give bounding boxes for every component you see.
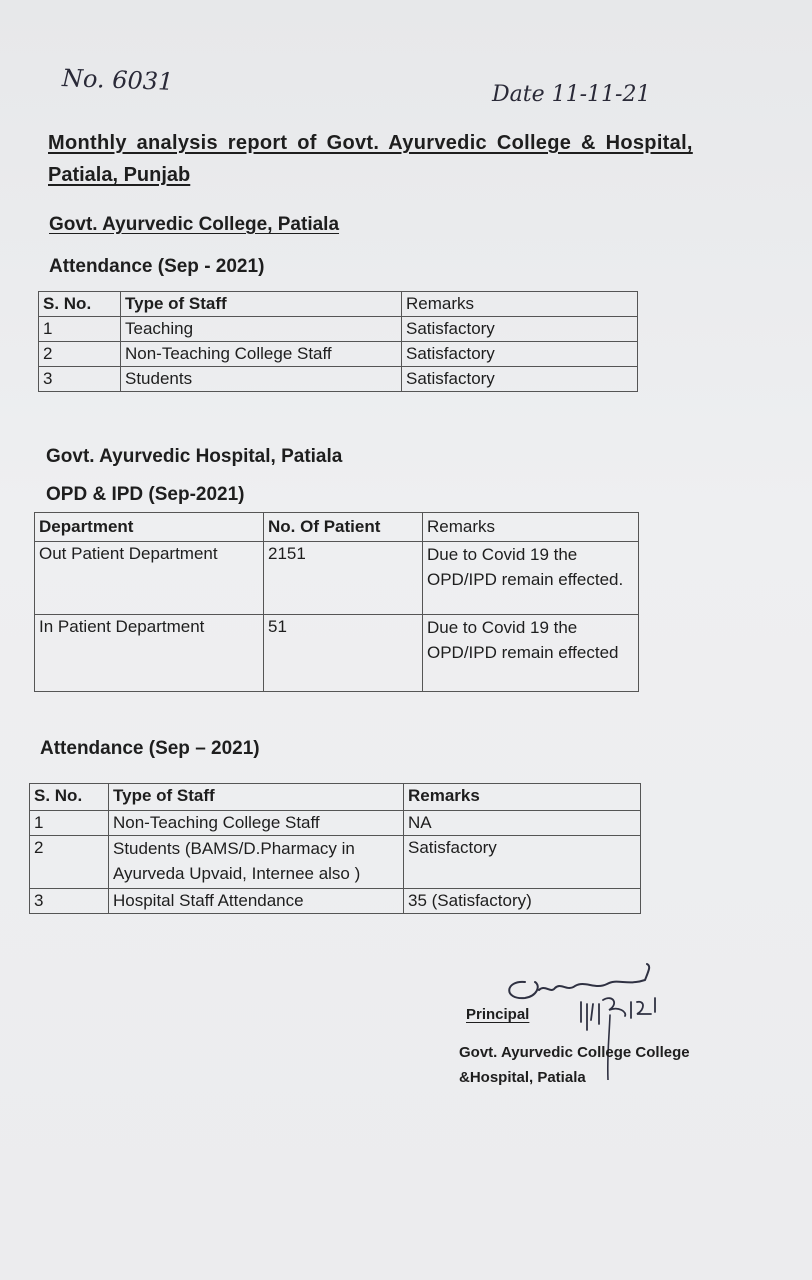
table-cell: Due to Covid 19 the OPD/IPD remain effected.: [423, 542, 639, 615]
report-title: Monthly analysis report of Govt. Ayurvedic College & Hospital,: [48, 132, 693, 154]
college-heading: Govt. Ayurvedic College, Patiala: [49, 214, 340, 235]
principal-label: Principal: [466, 1006, 530, 1023]
table-cell: Hospital Staff Attendance: [109, 889, 404, 914]
table-cell: 2: [30, 836, 109, 889]
table-cell: Non-Teaching College Staff: [109, 811, 404, 836]
table-cell: 2151: [264, 542, 423, 615]
table-cell: 2: [39, 342, 121, 367]
table-row: [35, 615, 639, 692]
principal-org-line2: &Hospital, Patiala: [459, 1069, 586, 1086]
hospital-heading: Govt. Ayurvedic Hospital, Patiala: [46, 446, 343, 467]
principal-org-line1: Govt. Ayurvedic College College: [459, 1044, 690, 1061]
table-cell: Due to Covid 19 the OPD/IPD remain effected: [423, 615, 639, 692]
table-cell: Satisfactory: [402, 342, 638, 367]
table-cell: 51: [264, 615, 423, 692]
header-cell: Remarks: [404, 784, 641, 811]
table-row: [30, 811, 641, 836]
header-cell: No. Of Patient: [264, 513, 423, 542]
table-cell: Students (BAMS/D.Pharmacy in Ayurveda Upvaid, Internee also ): [109, 836, 404, 889]
table-cell: Non-Teaching College Staff: [121, 342, 402, 367]
table-header-row: [30, 784, 641, 811]
table-row: [39, 342, 638, 367]
header-cell: S. No.: [30, 784, 109, 811]
table-header-row: [39, 292, 638, 317]
table-cell: 1: [39, 317, 121, 342]
hospital-attendance-table: [29, 783, 641, 914]
header-cell: Type of Staff: [109, 784, 404, 811]
table-row: [39, 367, 638, 392]
header-cell: Type of Staff: [121, 292, 402, 317]
table-row: [35, 542, 639, 615]
table-cell: Students: [121, 367, 402, 392]
college-attendance-heading: Attendance (Sep - 2021): [49, 256, 265, 277]
table-cell: 3: [30, 889, 109, 914]
table-cell: Satisfactory: [402, 367, 638, 392]
reference-number: No. 6031: [61, 64, 174, 96]
handwritten-date: Date 11-11-21: [492, 82, 651, 107]
table-row: [30, 836, 641, 889]
hospital-attendance-heading: Attendance (Sep – 2021): [40, 738, 260, 759]
header-cell: Remarks: [402, 292, 638, 317]
table-header-row: [35, 513, 639, 542]
header-cell: Department: [35, 513, 264, 542]
opd-ipd-heading: OPD & IPD (Sep-2021): [46, 484, 245, 505]
table-cell: 1: [30, 811, 109, 836]
report-title-line2: Patiala, Punjab: [48, 164, 191, 186]
header-cell: Remarks: [423, 513, 639, 542]
table-row: [30, 889, 641, 914]
table-cell: Teaching: [121, 317, 402, 342]
table-cell: NA: [404, 811, 641, 836]
header-cell: S. No.: [39, 292, 121, 317]
table-row: [39, 317, 638, 342]
table-cell: Out Patient Department: [35, 542, 264, 615]
opd-ipd-table: [34, 512, 639, 692]
table-cell: In Patient Department: [35, 615, 264, 692]
college-attendance-table: [38, 291, 638, 392]
table-cell: 3: [39, 367, 121, 392]
table-cell: 35 (Satisfactory): [404, 889, 641, 914]
table-cell: Satisfactory: [404, 836, 641, 889]
table-cell: Satisfactory: [402, 317, 638, 342]
